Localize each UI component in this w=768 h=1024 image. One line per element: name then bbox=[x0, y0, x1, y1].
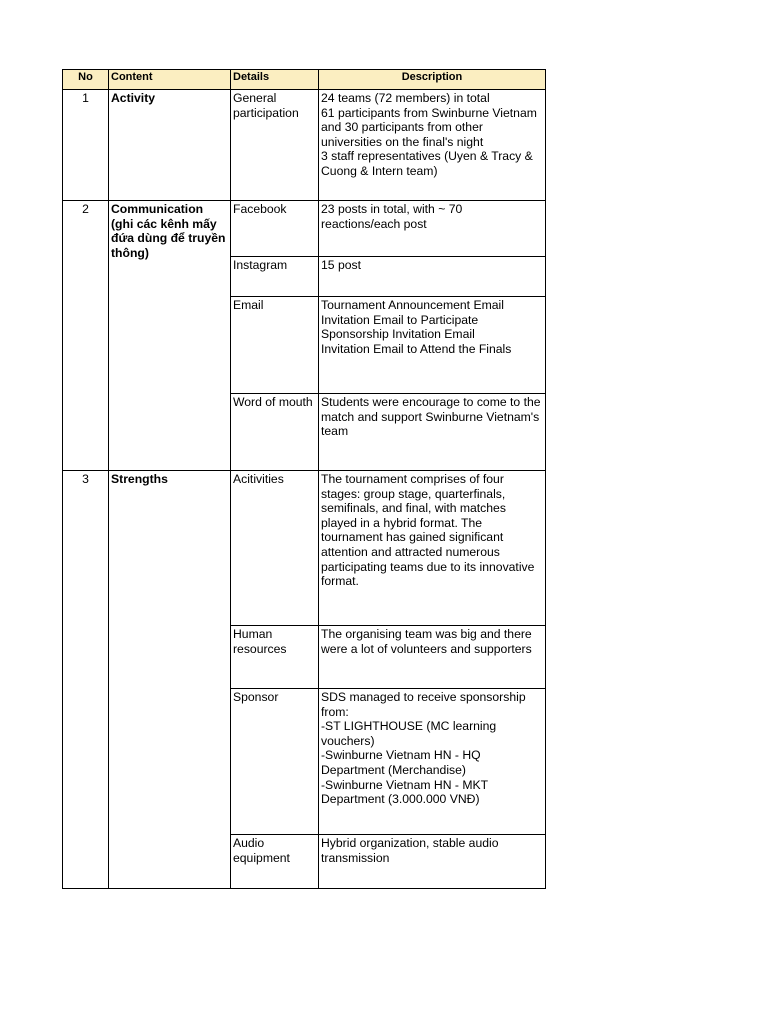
description-cell bbox=[319, 297, 546, 394]
details-cell: Sponsor bbox=[231, 689, 319, 835]
details-cell: Acitivities bbox=[231, 471, 319, 626]
details-cell: General participation bbox=[231, 90, 319, 201]
description-cell bbox=[319, 689, 546, 835]
description-line: 15 post bbox=[321, 258, 361, 272]
content-cell: Communication (ghi các kênh mấy đứa dùng để truyền thông) bbox=[109, 201, 231, 471]
description-cell bbox=[319, 394, 546, 471]
row-number: 1 bbox=[63, 90, 109, 201]
description-cell bbox=[319, 835, 546, 889]
details-cell: Human resources bbox=[231, 626, 319, 689]
description-cell bbox=[319, 471, 546, 626]
details-cell: Word of mouth bbox=[231, 394, 319, 471]
header-details: Details bbox=[231, 70, 319, 90]
description-line: -Swinburne Vietnam HN - MKT Department (3.000.000 VNĐ) bbox=[321, 777, 488, 807]
content-cell: Activity bbox=[109, 90, 231, 201]
description-line: -Swinburne Vietnam HN - HQ Department (Merchandise) bbox=[321, 748, 481, 777]
description-line: 24 teams (72 members) in total bbox=[321, 91, 490, 105]
description-line: -ST LIGHTHOUSE (MC learning vouchers) bbox=[321, 719, 497, 748]
description-line: 61 participants from Swinburne Vietnam and 30 participants from other universities on the final's night bbox=[321, 105, 537, 149]
description-cell bbox=[319, 257, 546, 297]
row-number: 2 bbox=[63, 201, 109, 471]
description-line: The tournament comprises of four stages: group stage, quarterfinals, semifinals, and final, with matches played in a hybrid format. The tournament has gained significant attention and attracted numerous participating teams due to its innovative format. bbox=[321, 472, 535, 589]
description-line: Hybrid organization, stable audio transmission bbox=[321, 836, 499, 865]
details-cell: Email bbox=[231, 297, 319, 394]
header-content: Content bbox=[109, 70, 231, 90]
header-description: Description bbox=[319, 70, 546, 90]
description-cell bbox=[319, 626, 546, 689]
table-row bbox=[63, 471, 546, 626]
description-line: 23 posts in total, with ~ 70 reactions/each post bbox=[321, 202, 463, 231]
details-cell: Facebook bbox=[231, 201, 319, 257]
description-line: Students were encourage to come to the match and support Swinburne Vietnam's team bbox=[321, 395, 541, 439]
table-row bbox=[63, 201, 546, 257]
table-row bbox=[63, 90, 546, 201]
description-line: Sponsorship Invitation Email bbox=[321, 327, 475, 342]
header-row bbox=[63, 70, 546, 90]
description-line: Tournament Announcement Email bbox=[321, 298, 504, 312]
description-cell bbox=[319, 201, 546, 257]
details-cell: Instagram bbox=[231, 257, 319, 297]
header-no: No bbox=[63, 70, 109, 90]
description-line: 3 staff representatives (Uyen & Tracy & Cuong & Intern team) bbox=[321, 149, 533, 178]
description-cell bbox=[319, 90, 546, 201]
report-body bbox=[63, 90, 546, 889]
content-cell: Strengths bbox=[109, 471, 231, 889]
description-line: SDS managed to receive sponsorship from: bbox=[321, 690, 526, 719]
report-table bbox=[62, 69, 546, 889]
description-line: The organising team was big and there were a lot of volunteers and supporters bbox=[321, 627, 532, 656]
description-line: Invitation Email to Attend the Finals bbox=[321, 341, 512, 356]
details-cell: Audio equipment bbox=[231, 835, 319, 889]
description-line: Invitation Email to Participate bbox=[321, 312, 479, 327]
row-number: 3 bbox=[63, 471, 109, 889]
